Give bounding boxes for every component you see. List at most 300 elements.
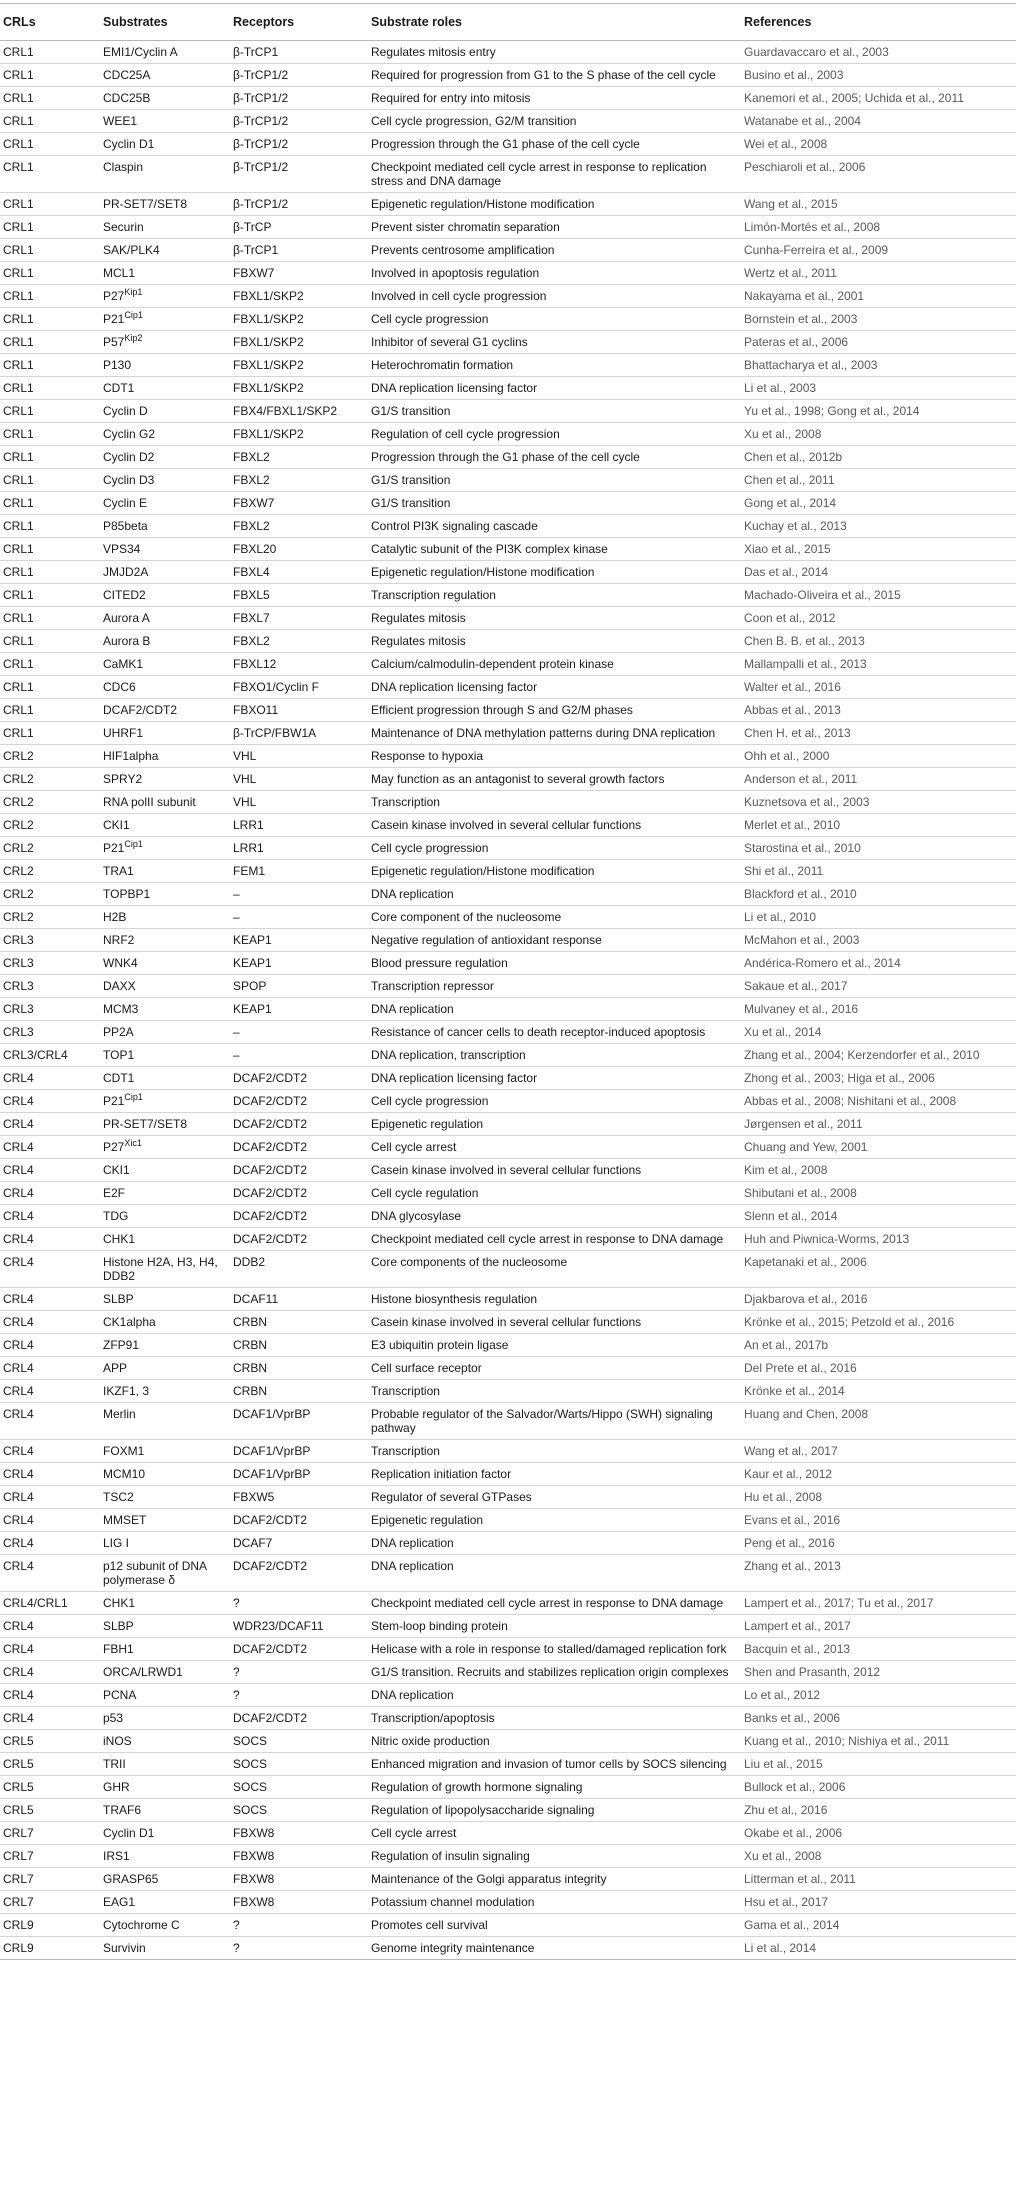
- receptor-cell: β-TrCP1: [230, 239, 368, 262]
- role-cell: Efficient progression through S and G2/M phases: [368, 699, 741, 722]
- table-row: [0, 1228, 1016, 1251]
- substrate-cell: CDC6: [100, 676, 230, 699]
- crl-cell: CRL4: [0, 1090, 100, 1113]
- table-row: [0, 906, 1016, 929]
- reference-cell: Chen B. B. et al., 2013: [741, 630, 1016, 653]
- role-cell: Regulates mitosis entry: [368, 41, 741, 64]
- table-row: [0, 1159, 1016, 1182]
- substrate-cell: iNOS: [100, 1730, 230, 1753]
- substrate-cell: CHK1: [100, 1228, 230, 1251]
- superscript: Cip1: [124, 310, 143, 320]
- reference-cell: Bhattacharya et al., 2003: [741, 354, 1016, 377]
- table-row: [0, 1592, 1016, 1615]
- reference-cell: Coon et al., 2012: [741, 607, 1016, 630]
- receptor-cell: –: [230, 906, 368, 929]
- receptor-cell: DCAF2/CDT2: [230, 1707, 368, 1730]
- header-receptors: Receptors: [230, 4, 368, 41]
- receptor-cell: FBXO11: [230, 699, 368, 722]
- crl-cell: CRL4: [0, 1067, 100, 1090]
- table-row: [0, 1753, 1016, 1776]
- table-row: [0, 1136, 1016, 1159]
- table-row: [0, 1205, 1016, 1228]
- table-row: [0, 1868, 1016, 1891]
- role-cell: Regulator of several GTPases: [368, 1486, 741, 1509]
- crl-cell: CRL5: [0, 1753, 100, 1776]
- role-cell: Progression through the G1 phase of the cell cycle: [368, 446, 741, 469]
- role-cell: DNA replication: [368, 1684, 741, 1707]
- reference-cell: Shi et al., 2011: [741, 860, 1016, 883]
- substrate-cell: Cyclin D: [100, 400, 230, 423]
- receptor-cell: SOCS: [230, 1776, 368, 1799]
- crl-cell: CRL1: [0, 492, 100, 515]
- receptor-cell: FBXL2: [230, 446, 368, 469]
- role-cell: Checkpoint mediated cell cycle arrest in response to DNA damage: [368, 1228, 741, 1251]
- reference-cell: Djakbarova et al., 2016: [741, 1288, 1016, 1311]
- crl-cell: CRL2: [0, 837, 100, 860]
- crl-cell: CRL4: [0, 1205, 100, 1228]
- crl-cell: CRL1: [0, 630, 100, 653]
- reference-cell: Mallampalli et al., 2013: [741, 653, 1016, 676]
- substrate-cell: Survivin: [100, 1937, 230, 1960]
- receptor-cell: –: [230, 883, 368, 906]
- receptor-cell: FBXL1/SKP2: [230, 331, 368, 354]
- table-row: [0, 1288, 1016, 1311]
- substrate-cell: Cyclin D3: [100, 469, 230, 492]
- table-row: [0, 630, 1016, 653]
- role-cell: Regulation of insulin signaling: [368, 1845, 741, 1868]
- table-row: [0, 1914, 1016, 1937]
- crl-cell: CRL5: [0, 1730, 100, 1753]
- receptor-cell: FBXL2: [230, 630, 368, 653]
- receptor-cell: FBXW8: [230, 1822, 368, 1845]
- reference-cell: Pateras et al., 2006: [741, 331, 1016, 354]
- crl-cell: CRL5: [0, 1776, 100, 1799]
- table-row: [0, 1440, 1016, 1463]
- receptor-cell: KEAP1: [230, 952, 368, 975]
- table-row: [0, 952, 1016, 975]
- superscript: Cip1: [124, 1092, 143, 1102]
- reference-cell: Huh and Piwnica-Worms, 2013: [741, 1228, 1016, 1251]
- receptor-cell: β-TrCP1/2: [230, 156, 368, 193]
- crl-cell: CRL1: [0, 156, 100, 193]
- reference-cell: Hsu et al., 2017: [741, 1891, 1016, 1914]
- reference-cell: Kapetanaki et al., 2006: [741, 1251, 1016, 1288]
- table-row: [0, 1021, 1016, 1044]
- table-row: [0, 1799, 1016, 1822]
- reference-cell: Banks et al., 2006: [741, 1707, 1016, 1730]
- crl-cell: CRL1: [0, 41, 100, 64]
- receptor-cell: DCAF7: [230, 1532, 368, 1555]
- table-row: [0, 975, 1016, 998]
- reference-cell: Chen et al., 2011: [741, 469, 1016, 492]
- crl-cell: CRL1: [0, 400, 100, 423]
- table-header-row: [0, 4, 1016, 41]
- receptor-cell: β-TrCP1/2: [230, 64, 368, 87]
- receptor-cell: LRR1: [230, 814, 368, 837]
- substrate-cell: MCL1: [100, 262, 230, 285]
- role-cell: Cell cycle progression, G2/M transition: [368, 110, 741, 133]
- substrate-cell: Aurora B: [100, 630, 230, 653]
- reference-cell: Zhang et al., 2013: [741, 1555, 1016, 1592]
- table-row: [0, 1113, 1016, 1136]
- receptor-cell: FBXW8: [230, 1891, 368, 1914]
- receptor-cell: β-TrCP1/2: [230, 87, 368, 110]
- receptor-cell: SOCS: [230, 1730, 368, 1753]
- table-row: [0, 1251, 1016, 1288]
- table-row: [0, 87, 1016, 110]
- receptor-cell: DCAF1/VprBP: [230, 1463, 368, 1486]
- reference-cell: Anderson et al., 2011: [741, 768, 1016, 791]
- reference-cell: Merlet et al., 2010: [741, 814, 1016, 837]
- substrate-cell: DAXX: [100, 975, 230, 998]
- role-cell: Involved in apoptosis regulation: [368, 262, 741, 285]
- table-row: [0, 561, 1016, 584]
- superscript: Kip2: [124, 333, 143, 343]
- table-row: [0, 285, 1016, 308]
- crl-cell: CRL7: [0, 1822, 100, 1845]
- substrate-cell: CKI1: [100, 1159, 230, 1182]
- receptor-cell: SOCS: [230, 1753, 368, 1776]
- crl-cell: CRL1: [0, 699, 100, 722]
- receptor-cell: FBX4/FBXL1/SKP2: [230, 400, 368, 423]
- table-row: [0, 331, 1016, 354]
- reference-cell: Abbas et al., 2013: [741, 699, 1016, 722]
- receptor-cell: VHL: [230, 745, 368, 768]
- crl-cell: CRL2: [0, 768, 100, 791]
- table-row: [0, 110, 1016, 133]
- role-cell: Cell cycle regulation: [368, 1182, 741, 1205]
- table-row: [0, 1822, 1016, 1845]
- role-cell: Cell surface receptor: [368, 1357, 741, 1380]
- header-substrate-roles: Substrate roles: [368, 4, 741, 41]
- table-row: [0, 1357, 1016, 1380]
- receptor-cell: –: [230, 1021, 368, 1044]
- role-cell: DNA glycosylase: [368, 1205, 741, 1228]
- substrate-cell: CITED2: [100, 584, 230, 607]
- role-cell: Control PI3K signaling cascade: [368, 515, 741, 538]
- table-row: [0, 1380, 1016, 1403]
- receptor-cell: FBXL1/SKP2: [230, 354, 368, 377]
- crl-cell: CRL3: [0, 929, 100, 952]
- reference-cell: Lampert et al., 2017; Tu et al., 2017: [741, 1592, 1016, 1615]
- receptor-cell: DCAF2/CDT2: [230, 1205, 368, 1228]
- role-cell: Transcription: [368, 1380, 741, 1403]
- crl-cell: CRL4: [0, 1463, 100, 1486]
- substrate-cell: P130: [100, 354, 230, 377]
- receptor-cell: CRBN: [230, 1334, 368, 1357]
- table-row: [0, 929, 1016, 952]
- crl-cell: CRL1: [0, 308, 100, 331]
- crl-cell: CRL4: [0, 1182, 100, 1205]
- receptor-cell: DCAF11: [230, 1288, 368, 1311]
- substrate-cell: PR-SET7/SET8: [100, 1113, 230, 1136]
- receptor-cell: FBXL7: [230, 607, 368, 630]
- role-cell: Prevent sister chromatin separation: [368, 216, 741, 239]
- reference-cell: Kuznetsova et al., 2003: [741, 791, 1016, 814]
- table-row: [0, 1334, 1016, 1357]
- receptor-cell: DCAF2/CDT2: [230, 1090, 368, 1113]
- crl-cell: CRL4: [0, 1159, 100, 1182]
- role-cell: Checkpoint mediated cell cycle arrest in response to DNA damage: [368, 1592, 741, 1615]
- role-cell: G1/S transition. Recruits and stabilizes replication origin complexes: [368, 1661, 741, 1684]
- receptor-cell: FBXL1/SKP2: [230, 377, 368, 400]
- reference-cell: An et al., 2017b: [741, 1334, 1016, 1357]
- role-cell: Stem-loop binding protein: [368, 1615, 741, 1638]
- reference-cell: Peng et al., 2016: [741, 1532, 1016, 1555]
- receptor-cell: FBXW7: [230, 492, 368, 515]
- substrate-cell: PP2A: [100, 1021, 230, 1044]
- role-cell: Core components of the nucleosome: [368, 1251, 741, 1288]
- table-row: [0, 423, 1016, 446]
- table-row: [0, 653, 1016, 676]
- crl-cell: CRL1: [0, 538, 100, 561]
- substrate-cell: P85beta: [100, 515, 230, 538]
- table-row: [0, 1509, 1016, 1532]
- substrate-cell: Aurora A: [100, 607, 230, 630]
- receptor-cell: DCAF1/VprBP: [230, 1440, 368, 1463]
- receptor-cell: CRBN: [230, 1311, 368, 1334]
- reference-cell: Chen H. et al., 2013: [741, 722, 1016, 745]
- receptor-cell: DCAF2/CDT2: [230, 1509, 368, 1532]
- receptor-cell: KEAP1: [230, 998, 368, 1021]
- crl-cell: CRL4: [0, 1228, 100, 1251]
- role-cell: Casein kinase involved in several cellular functions: [368, 814, 741, 837]
- role-cell: Casein kinase involved in several cellular functions: [368, 1311, 741, 1334]
- crl-cell: CRL4: [0, 1440, 100, 1463]
- header-references: References: [741, 4, 1016, 41]
- receptor-cell: CRBN: [230, 1357, 368, 1380]
- role-cell: Regulates mitosis: [368, 607, 741, 630]
- role-cell: Regulation of cell cycle progression: [368, 423, 741, 446]
- substrate-cell: Cyclin D2: [100, 446, 230, 469]
- reference-cell: Walter et al., 2016: [741, 676, 1016, 699]
- receptor-cell: FBXW5: [230, 1486, 368, 1509]
- reference-cell: Evans et al., 2016: [741, 1509, 1016, 1532]
- substrate-cell: FOXM1: [100, 1440, 230, 1463]
- role-cell: Helicase with a role in response to stalled/damaged replication fork: [368, 1638, 741, 1661]
- role-cell: Prevents centrosome amplification: [368, 239, 741, 262]
- table-row: [0, 607, 1016, 630]
- crl-substrates-table: [0, 3, 1016, 1960]
- substrate-cell: IRS1: [100, 1845, 230, 1868]
- substrate-cell: CDC25B: [100, 87, 230, 110]
- crl-cell: CRL7: [0, 1868, 100, 1891]
- table-row: [0, 791, 1016, 814]
- table-row: [0, 1845, 1016, 1868]
- table-row: [0, 193, 1016, 216]
- substrate-cell: MMSET: [100, 1509, 230, 1532]
- receptor-cell: ?: [230, 1937, 368, 1960]
- reference-cell: Shibutani et al., 2008: [741, 1182, 1016, 1205]
- role-cell: Regulates mitosis: [368, 630, 741, 653]
- crl-cell: CRL1: [0, 561, 100, 584]
- role-cell: Core component of the nucleosome: [368, 906, 741, 929]
- table-row: [0, 1182, 1016, 1205]
- role-cell: Epigenetic regulation/Histone modification: [368, 561, 741, 584]
- role-cell: G1/S transition: [368, 492, 741, 515]
- substrate-cell: H2B: [100, 906, 230, 929]
- receptor-cell: DCAF2/CDT2: [230, 1182, 368, 1205]
- receptor-cell: β-TrCP1/2: [230, 193, 368, 216]
- crl-cell: CRL4: [0, 1380, 100, 1403]
- crl-cell: CRL1: [0, 676, 100, 699]
- reference-cell: Bacquin et al., 2013: [741, 1638, 1016, 1661]
- reference-cell: Starostina et al., 2010: [741, 837, 1016, 860]
- reference-cell: Andérica-Romero et al., 2014: [741, 952, 1016, 975]
- table-row: [0, 1463, 1016, 1486]
- crl-cell: CRL4: [0, 1555, 100, 1592]
- reference-cell: Limón-Mortés et al., 2008: [741, 216, 1016, 239]
- reference-cell: Wang et al., 2017: [741, 1440, 1016, 1463]
- role-cell: Nitric oxide production: [368, 1730, 741, 1753]
- substrate-cell: IKZF1, 3: [100, 1380, 230, 1403]
- table-row: [0, 1555, 1016, 1592]
- crl-cell: CRL4: [0, 1661, 100, 1684]
- substrate-cell: TOP1: [100, 1044, 230, 1067]
- table-row: [0, 699, 1016, 722]
- substrate-cell: Histone H2A, H3, H4, DDB2: [100, 1251, 230, 1288]
- crl-cell: CRL1: [0, 239, 100, 262]
- receptor-cell: DCAF2/CDT2: [230, 1555, 368, 1592]
- reference-cell: McMahon et al., 2003: [741, 929, 1016, 952]
- reference-cell: Kaur et al., 2012: [741, 1463, 1016, 1486]
- reference-cell: Zhong et al., 2003; Higa et al., 2006: [741, 1067, 1016, 1090]
- crl-cell: CRL4: [0, 1707, 100, 1730]
- reference-cell: Wertz et al., 2011: [741, 262, 1016, 285]
- substrate-cell: Cytochrome C: [100, 1914, 230, 1937]
- substrate-cell: E2F: [100, 1182, 230, 1205]
- receptor-cell: ?: [230, 1914, 368, 1937]
- table-row: [0, 1486, 1016, 1509]
- receptor-cell: FBXL2: [230, 469, 368, 492]
- crl-cell: CRL7: [0, 1891, 100, 1914]
- substrate-cell: JMJD2A: [100, 561, 230, 584]
- role-cell: Required for progression from G1 to the S phase of the cell cycle: [368, 64, 741, 87]
- table-row: [0, 860, 1016, 883]
- reference-cell: Sakaue et al., 2017: [741, 975, 1016, 998]
- table-row: [0, 1311, 1016, 1334]
- receptor-cell: FBXW7: [230, 262, 368, 285]
- substrate-cell: TOPBP1: [100, 883, 230, 906]
- reference-cell: Chen et al., 2012b: [741, 446, 1016, 469]
- crl-cell: CRL1: [0, 262, 100, 285]
- role-cell: Histone biosynthesis regulation: [368, 1288, 741, 1311]
- reference-cell: Gama et al., 2014: [741, 1914, 1016, 1937]
- role-cell: Epigenetic regulation: [368, 1509, 741, 1532]
- crl-cell: CRL2: [0, 906, 100, 929]
- receptor-cell: FBXL12: [230, 653, 368, 676]
- crl-cell: CRL3: [0, 975, 100, 998]
- reference-cell: Lampert et al., 2017: [741, 1615, 1016, 1638]
- role-cell: DNA replication: [368, 998, 741, 1021]
- substrate-cell: ZFP91: [100, 1334, 230, 1357]
- substrate-cell: Securin: [100, 216, 230, 239]
- role-cell: Enhanced migration and invasion of tumor cells by SOCS silencing: [368, 1753, 741, 1776]
- substrate-cell: MCM3: [100, 998, 230, 1021]
- substrate-cell: WEE1: [100, 110, 230, 133]
- receptor-cell: WDR23/DCAF11: [230, 1615, 368, 1638]
- role-cell: Potassium channel modulation: [368, 1891, 741, 1914]
- crl-cell: CRL1: [0, 354, 100, 377]
- role-cell: Progression through the G1 phase of the cell cycle: [368, 133, 741, 156]
- substrate-cell: UHRF1: [100, 722, 230, 745]
- receptor-cell: FBXL20: [230, 538, 368, 561]
- reference-cell: Hu et al., 2008: [741, 1486, 1016, 1509]
- table-row: [0, 239, 1016, 262]
- receptor-cell: FBXL2: [230, 515, 368, 538]
- crl-cell: CRL1: [0, 110, 100, 133]
- substrate-cell: SLBP: [100, 1615, 230, 1638]
- header-substrates: Substrates: [100, 4, 230, 41]
- reference-cell: Kuchay et al., 2013: [741, 515, 1016, 538]
- receptor-cell: FBXL4: [230, 561, 368, 584]
- crl-cell: CRL1: [0, 216, 100, 239]
- role-cell: Epigenetic regulation/Histone modification: [368, 193, 741, 216]
- substrate-cell: Cyclin G2: [100, 423, 230, 446]
- role-cell: Heterochromatin formation: [368, 354, 741, 377]
- role-cell: Probable regulator of the Salvador/Warts/Hippo (SWH) signaling pathway: [368, 1403, 741, 1440]
- table-row: [0, 133, 1016, 156]
- reference-cell: Li et al., 2003: [741, 377, 1016, 400]
- crl-cell: CRL4: [0, 1334, 100, 1357]
- table-row: [0, 400, 1016, 423]
- reference-cell: Wang et al., 2015: [741, 193, 1016, 216]
- substrate-cell: Cyclin E: [100, 492, 230, 515]
- substrate-cell: WNK4: [100, 952, 230, 975]
- role-cell: Transcription regulation: [368, 584, 741, 607]
- table-row: [0, 998, 1016, 1021]
- table-row: [0, 1044, 1016, 1067]
- crl-cell: CRL4: [0, 1509, 100, 1532]
- crl-cell: CRL5: [0, 1799, 100, 1822]
- crl-cell: CRL3: [0, 998, 100, 1021]
- substrate-cell: TRII: [100, 1753, 230, 1776]
- role-cell: DNA replication: [368, 1532, 741, 1555]
- reference-cell: Xu et al., 2008: [741, 1845, 1016, 1868]
- role-cell: Maintenance of DNA methylation patterns during DNA replication: [368, 722, 741, 745]
- substrate-cell: CDT1: [100, 1067, 230, 1090]
- receptor-cell: DCAF2/CDT2: [230, 1159, 368, 1182]
- receptor-cell: ?: [230, 1592, 368, 1615]
- crl-cell: CRL4: [0, 1684, 100, 1707]
- reference-cell: Machado-Oliveira et al., 2015: [741, 584, 1016, 607]
- reference-cell: Okabe et al., 2006: [741, 1822, 1016, 1845]
- role-cell: Transcription: [368, 791, 741, 814]
- substrate-cell: ORCA/LRWD1: [100, 1661, 230, 1684]
- role-cell: DNA replication: [368, 883, 741, 906]
- reference-cell: Lo et al., 2012: [741, 1684, 1016, 1707]
- role-cell: G1/S transition: [368, 469, 741, 492]
- reference-cell: Litterman et al., 2011: [741, 1868, 1016, 1891]
- role-cell: Transcription: [368, 1440, 741, 1463]
- crl-cell: CRL1: [0, 446, 100, 469]
- table-row: [0, 64, 1016, 87]
- substrate-cell: CDT1: [100, 377, 230, 400]
- table-row: [0, 1615, 1016, 1638]
- crl-cell: CRL4/CRL1: [0, 1592, 100, 1615]
- table-row: [0, 1638, 1016, 1661]
- role-cell: Regulation of lipopolysaccharide signaling: [368, 1799, 741, 1822]
- reference-cell: Slenn et al., 2014: [741, 1205, 1016, 1228]
- receptor-cell: FBXO1/Cyclin F: [230, 676, 368, 699]
- table-row: [0, 745, 1016, 768]
- table-row: [0, 1067, 1016, 1090]
- role-cell: Resistance of cancer cells to death receptor-induced apoptosis: [368, 1021, 741, 1044]
- crl-cell: CRL1: [0, 584, 100, 607]
- crl-cell: CRL3: [0, 952, 100, 975]
- reference-cell: Kuang et al., 2010; Nishiya et al., 2011: [741, 1730, 1016, 1753]
- role-cell: DNA replication licensing factor: [368, 676, 741, 699]
